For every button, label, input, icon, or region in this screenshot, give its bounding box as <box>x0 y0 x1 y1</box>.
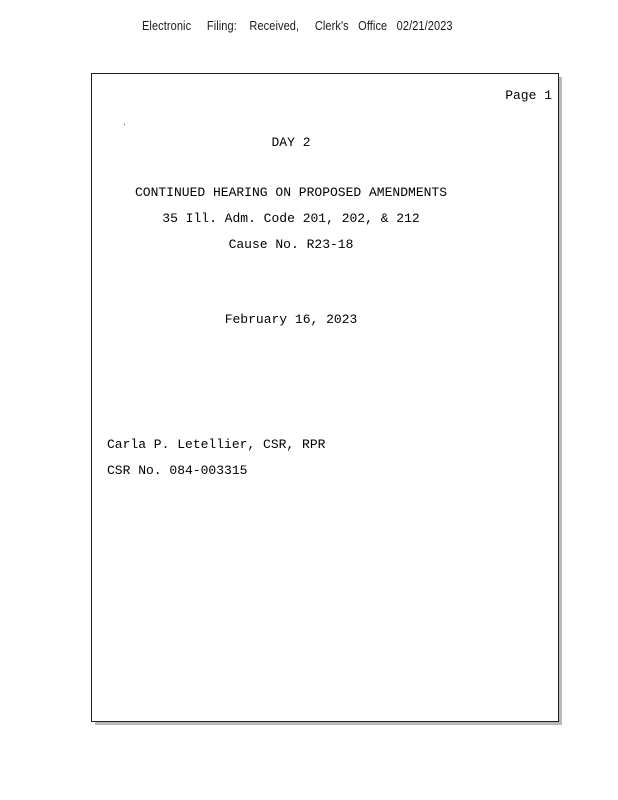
code-reference: 35 Ill. Adm. Code 201, 202, & 212 <box>162 211 420 226</box>
transcript-page <box>91 73 559 722</box>
hearing-date: February 16, 2023 <box>224 312 358 327</box>
scan-speck <box>124 124 125 125</box>
csr-number: CSR No. 084-003315 <box>107 463 248 478</box>
reporter-name: Carla P. Letellier, CSR, RPR <box>107 437 326 452</box>
cause-number: Cause No. R23-18 <box>228 237 354 252</box>
page-number: Page 1 <box>505 88 552 103</box>
filing-stamp: Electronic Filing: Received, Clerk's Office 02/21/2023 <box>142 19 453 33</box>
hearing-title: CONTINUED HEARING ON PROPOSED AMENDMENTS <box>134 185 448 200</box>
day-heading: DAY 2 <box>271 135 311 150</box>
